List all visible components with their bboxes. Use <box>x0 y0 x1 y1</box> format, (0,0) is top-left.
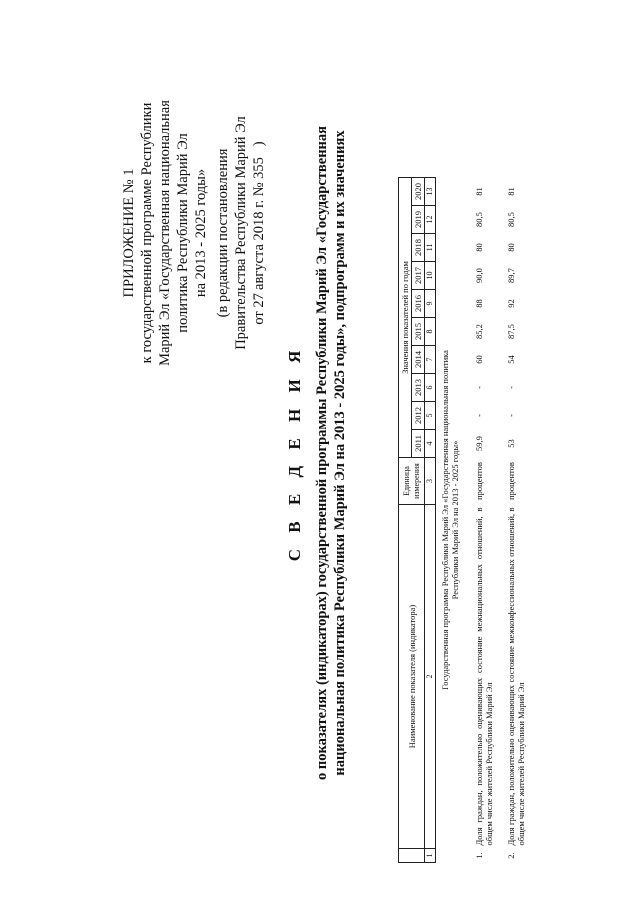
row-value: - <box>506 386 516 389</box>
column-number: 2 <box>425 505 436 849</box>
appendix-line: политика Республики Марий Эл <box>175 133 191 333</box>
indicators-table <box>398 177 532 863</box>
header-year: 2012 <box>412 402 425 430</box>
column-number: 8 <box>425 318 436 346</box>
appendix-line: к государственной программе Республики <box>139 102 155 364</box>
column-number: 7 <box>425 346 436 374</box>
header-year: 2014 <box>412 346 425 374</box>
subtitle-line: о показателях (индикаторах) государственной программы Республики Марий Эл «Государственная <box>314 125 330 781</box>
row-value: 81 <box>506 187 516 196</box>
row-value: 53 <box>506 439 516 448</box>
row-unit: процентов <box>474 462 484 500</box>
decree-suffix: ) <box>251 141 267 147</box>
table-row <box>500 178 532 863</box>
row-unit: процентов <box>506 462 516 500</box>
header-year: 2018 <box>412 234 425 262</box>
appendix-heading: ПРИЛОЖЕНИЕ № 1 <box>121 168 137 298</box>
row-value: 80,5 <box>506 212 516 227</box>
row-num: 1. <box>474 852 484 859</box>
header-year: 2017 <box>412 262 425 290</box>
row-value: 54 <box>506 355 516 364</box>
decree-number: 355 <box>251 157 267 179</box>
section-line: Республики Марий Эл на 2013 - 2025 годы» <box>450 440 460 600</box>
row-value: 60 <box>474 355 484 364</box>
row-num: 2. <box>506 852 516 859</box>
row-value: 89,7 <box>506 268 516 283</box>
header-year: 2011 <box>412 430 425 458</box>
row-name: Доля граждан, положительно оценивающих состояние межконфессиональных отношений, в общем числе жителей Республики Марий Эл <box>506 507 526 846</box>
header-year: 2015 <box>412 318 425 346</box>
row-value: 80 <box>474 243 484 252</box>
column-number: 5 <box>425 402 436 430</box>
row-value: - <box>506 414 516 417</box>
header-year: 2016 <box>412 290 425 318</box>
header-year: 2013 <box>412 374 425 402</box>
column-number: 6 <box>425 374 436 402</box>
column-number-row <box>425 178 436 863</box>
column-number: 11 <box>425 234 436 262</box>
appendix-block <box>120 43 268 423</box>
header-year: 2020 <box>412 178 425 206</box>
header-name: Наименование показателя (индикатора) <box>399 505 425 849</box>
decree-day: 27 <box>251 293 267 308</box>
column-number: 4 <box>425 430 436 458</box>
column-number: 12 <box>425 206 436 234</box>
decree-month-year: августа 2018 г. № <box>251 182 267 290</box>
column-number: 9 <box>425 290 436 318</box>
row-value: 80,5 <box>474 212 484 227</box>
section-row <box>436 178 469 863</box>
header-year: 2019 <box>412 206 425 234</box>
decree-prefix: от <box>251 311 267 325</box>
row-value: 85,2 <box>474 324 484 339</box>
header-num <box>399 849 425 863</box>
appendix-line: (в редакции постановления <box>215 148 231 318</box>
appendix-line: Марий Эл «Государственная национальная <box>157 100 173 366</box>
row-name: Доля граждан, положительно оценивающих состояние межнациональных отношений, в общем числе жителей Республики Марий Эл <box>474 507 494 846</box>
table-row <box>468 178 500 863</box>
row-value: 80 <box>506 243 516 252</box>
header-unit: Единица измерения <box>399 458 425 505</box>
row-value: 87,5 <box>506 324 516 339</box>
row-value: 81 <box>474 187 484 196</box>
column-number: 10 <box>425 262 436 290</box>
column-number: 1 <box>425 849 436 863</box>
appendix-line: на 2013 - 2025 годы» <box>193 168 209 298</box>
page-subtitle <box>313 23 349 883</box>
row-value: 90,0 <box>474 268 484 283</box>
subtitle-line: национальная политика Республики Марий Эл на 2013 - 2025 годы», подпрограмм и их значениях <box>332 130 348 776</box>
column-number: 3 <box>425 458 436 505</box>
page-title: С В Е Д Е Н И Я <box>285 344 304 562</box>
row-value: 92 <box>506 299 516 308</box>
row-value: - <box>474 414 484 417</box>
column-number: 13 <box>425 178 436 206</box>
row-value: 88 <box>474 299 484 308</box>
decree-line <box>250 43 268 423</box>
section-heading <box>436 178 469 863</box>
row-value: 59,9 <box>474 436 484 451</box>
appendix-line: Правительства Республики Марий Эл <box>233 116 249 350</box>
section-line: Государственная программа Республики Марий Эл «Государственная национальная политика <box>440 350 450 690</box>
row-value: - <box>474 386 484 389</box>
header-values-group: Значения показателей по годам <box>399 178 412 458</box>
title-block <box>285 23 349 883</box>
